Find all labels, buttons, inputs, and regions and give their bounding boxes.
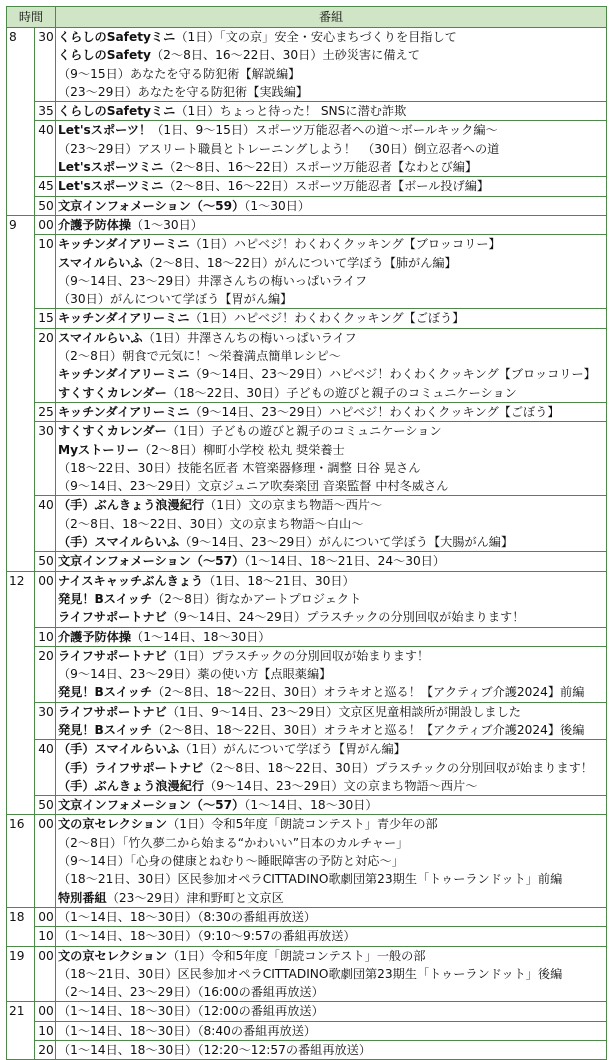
- program-title: 文京インフォメーション（～57）: [58, 798, 245, 813]
- program-title: ライフサポートナビ: [58, 704, 167, 719]
- program-detail: （9～14日、23～29日）ハピベジ！わくわくクッキング【ブロッコリー】: [189, 367, 596, 382]
- program-title: キッチンダイアリーミニ: [58, 237, 190, 252]
- program-detail: （1～14日、18～30日）: [244, 798, 378, 813]
- program-detail: （1日）文の京まち物語～西片～: [204, 498, 383, 513]
- program-line: [58, 140, 606, 158]
- program-cell: [56, 121, 607, 177]
- program-line: [58, 216, 606, 234]
- program-detail: （1日）「文の京」安全・安心まちづくりを目指して: [175, 30, 457, 44]
- schedule-row: [7, 796, 607, 815]
- program-line: [58, 815, 606, 833]
- program-line: [58, 683, 606, 701]
- program-detail: （1日）プラスチックの分別回収が始まります！: [166, 648, 430, 663]
- program-line: [58, 254, 606, 272]
- program-title: （手）スマイルらいふ: [58, 535, 180, 550]
- minute-cell: 30: [35, 702, 56, 740]
- program-detail: （2～8日、16～22日、30日）土砂災害に備えて: [150, 48, 420, 63]
- minute-cell: 50: [35, 196, 56, 215]
- program-detail: （18～21日、30日）区民参加オペラCITTADINO歌劇団第23期生「トゥーランドット」後編: [58, 966, 563, 981]
- minute-cell: 40: [35, 740, 56, 796]
- program-title: 発見！Bスイッチ: [58, 591, 152, 606]
- program-line: [58, 552, 606, 570]
- program-line: [58, 46, 606, 64]
- program-cell: [56, 702, 607, 740]
- program-line: [58, 309, 606, 327]
- program-detail: （1日）子どもの遊びと親子のコミュニケーション: [166, 424, 442, 439]
- minute-cell: 00: [35, 1002, 56, 1021]
- program-line: [58, 329, 606, 347]
- program-detail: （2～8日）「竹久夢二から始まる“かわいい”日本のカルチャー」: [58, 835, 409, 850]
- program-cell: [56, 496, 607, 552]
- program-title: Myストーリー: [58, 442, 139, 457]
- program-detail: （2～8日）街なかアートプロジェクト: [152, 591, 362, 606]
- program-line: [58, 1022, 606, 1040]
- program-cell: [56, 646, 607, 702]
- program-cell: [56, 215, 607, 234]
- schedule-row: [7, 215, 607, 234]
- minute-cell: 10: [35, 627, 56, 646]
- program-detail: （2～8日、18～22日、30日）オラキオと巡る！【アクティブ介護2024】後編: [152, 722, 585, 737]
- program-detail: （1～30日）: [131, 217, 203, 232]
- program-line: [58, 477, 606, 495]
- program-line: [58, 235, 606, 253]
- program-title: 特別番組: [58, 890, 107, 905]
- program-line: [58, 272, 606, 290]
- schedule-row: [7, 946, 607, 1002]
- program-line: [58, 796, 606, 814]
- program-cell: [56, 28, 607, 102]
- program-detail: （1～14日、18～30日）（8:30の番組再放送）: [58, 909, 317, 924]
- program-line: [58, 777, 606, 795]
- program-line: [58, 158, 606, 176]
- program-detail: （1日、18～21日、30日）: [203, 573, 355, 588]
- program-detail: （1日）井澤さんちの梅いっぱいライフ: [142, 330, 357, 345]
- program-line: [58, 102, 606, 120]
- program-detail: （1～14日、18～21日、24～30日）: [244, 554, 446, 569]
- program-line: [58, 290, 606, 308]
- program-line: [58, 983, 606, 1001]
- minute-cell: 00: [35, 571, 56, 627]
- schedule-row: [7, 402, 607, 421]
- program-detail: （9～14日、23～29日）がんについて学ぼう【大腸がん編】: [179, 535, 514, 550]
- minute-cell: 40: [35, 496, 56, 552]
- program-detail: （1～14日、18～30日）（8:40の番組再放送）: [58, 1023, 317, 1038]
- program-line: [58, 65, 606, 83]
- program-cell: [56, 196, 607, 215]
- program-detail: （9～14日、24～29日）プラスチックの分別回収が始まります！: [166, 610, 525, 625]
- schedule-row: [7, 907, 607, 926]
- schedule-body: [7, 28, 607, 1060]
- schedule-row: [7, 496, 607, 552]
- minute-cell: 00: [35, 946, 56, 1002]
- program-detail: （2～8日、18～22日、30日）文の京まち物語～白山～: [58, 516, 364, 531]
- minute-cell: 50: [35, 796, 56, 815]
- minute-cell: 30: [35, 422, 56, 496]
- program-cell: [56, 235, 607, 309]
- program-detail: （2～8日、18～22日、30日）オラキオと巡る！【アクティブ介護2024】前編: [152, 685, 585, 700]
- program-cell: [56, 328, 607, 402]
- minute-cell: 20: [35, 328, 56, 402]
- hour-cell: 18: [7, 907, 35, 946]
- program-detail: （9～15日）あなたを守る防犯術【解説編】: [58, 66, 301, 81]
- program-detail: （1日）令和5年度「朗読コンテスト」青少年の部: [167, 817, 438, 832]
- program-detail: （1日）ハピベジ！わくわくクッキング【ごぼう】: [189, 311, 465, 326]
- program-line: [58, 83, 606, 101]
- program-line: [58, 533, 606, 551]
- schedule-row: [7, 102, 607, 121]
- minute-cell: 20: [35, 1041, 56, 1060]
- schedule-row: [7, 627, 607, 646]
- schedule-row: [7, 328, 607, 402]
- program-line: [58, 28, 606, 46]
- program-detail: （2～8日、18～22日）がんについて学ぼう【肺がん編】: [142, 255, 457, 270]
- program-line: [58, 889, 606, 907]
- schedule-table: [6, 6, 607, 1060]
- schedule-row: [7, 571, 607, 627]
- program-cell: [56, 571, 607, 627]
- hour-cell: 9: [7, 215, 35, 571]
- schedule-row: [7, 121, 607, 177]
- schedule-row: [7, 196, 607, 215]
- hour-cell: 16: [7, 815, 35, 907]
- minute-cell: 00: [35, 215, 56, 234]
- program-cell: [56, 102, 607, 121]
- schedule-row: [7, 1021, 607, 1040]
- hour-cell: 21: [7, 1002, 35, 1060]
- program-title: 文の京セレクション: [58, 948, 168, 963]
- minute-cell: 25: [35, 402, 56, 421]
- program-cell: [56, 1002, 607, 1021]
- schedule-row: [7, 28, 607, 102]
- program-cell: [56, 815, 607, 907]
- minute-cell: 50: [35, 552, 56, 571]
- program-title: ナイスキャッチぶんきょう: [58, 573, 204, 588]
- program-detail: （2～8日）朝食で元気に！～栄養満点簡単レシピ～: [58, 349, 341, 364]
- program-detail: （18～22日、30日）子どもの遊びと親子のコミュニケーション: [166, 385, 517, 400]
- program-detail: （18～22日、30日）技能名匠者 木管楽器修理・調整 日谷 晃さん: [58, 460, 421, 475]
- program-title: スマイルらいふ: [58, 330, 143, 345]
- program-cell: [56, 927, 607, 946]
- program-cell: [56, 627, 607, 646]
- program-line: [58, 384, 606, 402]
- schedule-row: [7, 1002, 607, 1021]
- program-title: くらしのSafetyミニ: [58, 30, 176, 44]
- program-line: [58, 515, 606, 533]
- minute-cell: 10: [35, 1021, 56, 1040]
- schedule-row: [7, 927, 607, 946]
- schedule-header: [7, 7, 607, 28]
- program-line: [58, 927, 606, 945]
- program-title: すくすくカレンダー: [58, 424, 167, 439]
- minute-cell: 15: [35, 309, 56, 328]
- program-line: [58, 177, 606, 195]
- program-title: キッチンダイアリーミニ: [58, 311, 190, 326]
- program-line: [58, 608, 606, 626]
- program-detail: （18～21日、30日）区民参加オペラCITTADINO歌劇団第23期生「トゥーランドット」前編: [58, 872, 563, 887]
- time-header: 時間: [7, 7, 56, 28]
- program-line: [58, 721, 606, 739]
- program-cell: [56, 796, 607, 815]
- program-line: [58, 1041, 606, 1059]
- program-line: [58, 703, 606, 721]
- program-detail: （1～14日、18～30日）: [131, 629, 271, 644]
- program-detail: （1日、9～14日、23～29日）文京区児童相談所が開設しました: [166, 704, 521, 719]
- program-line: [58, 965, 606, 983]
- program-line: [58, 347, 606, 365]
- program-detail: （1～30日）: [244, 198, 311, 213]
- program-detail: （1～14日、18～30日）（9:10～9:57の番組再放送）: [58, 929, 356, 944]
- program-cell: [56, 422, 607, 496]
- program-detail: （1日）ちょっと待った！ SNSに潜む詐欺: [175, 104, 407, 119]
- program-detail: （1～14日、18～30日）（12:20～12:57の番組再放送）: [58, 1043, 372, 1058]
- program-detail: （1日）令和5年度「朗読コンテスト」一般の部: [167, 948, 426, 963]
- program-line: [58, 834, 606, 852]
- minute-cell: 40: [35, 121, 56, 177]
- program-title: Let'sスポーツミニ: [58, 160, 164, 175]
- schedule-row: [7, 309, 607, 328]
- minute-cell: 10: [35, 927, 56, 946]
- program-line: [58, 197, 606, 215]
- program-cell: [56, 1041, 607, 1060]
- minute-cell: 10: [35, 235, 56, 309]
- program-line: [58, 852, 606, 870]
- program-title: 文京インフォメーション（～59）: [58, 198, 245, 213]
- minute-cell: 00: [35, 907, 56, 926]
- program-line: [58, 441, 606, 459]
- program-detail: （23～29日）アスリート職員とトレーニングしよう！ （30日）倒立忍者への道: [58, 141, 500, 156]
- program-title: ライフサポートナビ: [58, 610, 167, 625]
- program-header: 番組: [56, 7, 607, 28]
- program-line: [58, 1002, 606, 1020]
- program-title: （手）スマイルらいふ: [58, 742, 180, 757]
- program-title: 発見！Bスイッチ: [58, 685, 152, 700]
- minute-cell: 20: [35, 646, 56, 702]
- program-detail: （2～14日、23～29日）（16:00の番組再放送）: [58, 985, 324, 1000]
- program-detail: （1～14日、18～30日）（12:00の番組再放送）: [58, 1004, 324, 1019]
- program-line: [58, 422, 606, 440]
- schedule-row: [7, 740, 607, 796]
- program-title: 介護予防体操: [58, 217, 132, 232]
- program-line: [58, 870, 606, 888]
- schedule-row: [7, 552, 607, 571]
- program-line: [58, 740, 606, 758]
- hour-cell: 19: [7, 946, 35, 1002]
- program-title: 発見！Bスイッチ: [58, 722, 152, 737]
- program-line: [58, 403, 606, 421]
- program-detail: （9～14日、23～29日）ハピベジ！わくわくクッキング【ごぼう】: [189, 404, 560, 419]
- program-title: （手）ぶんきょう浪漫紀行: [58, 498, 205, 513]
- minute-cell: 00: [35, 815, 56, 907]
- program-line: [58, 459, 606, 477]
- schedule-row: [7, 422, 607, 496]
- program-line: [58, 496, 606, 514]
- program-detail: （30日）がんについて学ぼう【胃がん編】: [58, 292, 293, 307]
- program-detail: （2～8日）柳町小学校 松丸 奨栄養士: [138, 442, 345, 457]
- program-detail: （2～8日、18～22日、30日）プラスチックの分別回収が始まります！: [203, 760, 593, 775]
- program-detail: （9～14日、23～29日）文京ジュニア吹奏楽団 音楽監督 中村冬威さん: [58, 479, 449, 494]
- program-detail: （9～14日、23～29日）井澤さんちの梅いっぱいライフ: [58, 273, 368, 288]
- schedule-row: [7, 1041, 607, 1060]
- minute-cell: 35: [35, 102, 56, 121]
- hour-cell: 8: [7, 28, 35, 216]
- program-title: くらしのSafetyミニ: [58, 104, 176, 119]
- program-line: [58, 665, 606, 683]
- program-cell: [56, 177, 607, 196]
- program-line: [58, 647, 606, 665]
- program-detail: （2～8日、16～22日）スポーツ万能忍者【ボール投げ編】: [163, 179, 490, 194]
- program-cell: [56, 1021, 607, 1040]
- program-title: ライフサポートナビ: [58, 648, 167, 663]
- program-line: [58, 572, 606, 590]
- schedule-row: [7, 702, 607, 740]
- program-cell: [56, 552, 607, 571]
- schedule-row: [7, 815, 607, 907]
- program-title: すくすくカレンダー: [58, 385, 167, 400]
- program-line: [58, 628, 606, 646]
- program-line: [58, 365, 606, 383]
- schedule-row: [7, 235, 607, 309]
- program-title: （手）ぶんきょう浪漫紀行: [58, 778, 205, 793]
- program-detail: （23～29日）津和野町と文京区: [106, 890, 284, 905]
- minute-cell: 45: [35, 177, 56, 196]
- schedule-row: [7, 177, 607, 196]
- program-detail: （23～29日）あなたを守る防犯術【実践編】: [58, 84, 309, 99]
- program-line: [58, 908, 606, 926]
- program-cell: [56, 907, 607, 926]
- program-detail: （1日、9～15日）スポーツ万能忍者への道～ボールキック編～: [151, 123, 498, 138]
- program-detail: （9～14日、23～29日）薬の使い方【点眼薬編】: [58, 667, 332, 682]
- program-title: スマイルらいふ: [58, 255, 143, 270]
- program-detail: （1日）がんについて学ぼう【胃がん編】: [179, 742, 406, 757]
- program-title: 文京インフォメーション（～57）: [58, 554, 245, 569]
- program-title: くらしのSafety: [58, 48, 151, 63]
- schedule-row: [7, 646, 607, 702]
- program-line: [58, 947, 606, 965]
- program-cell: [56, 309, 607, 328]
- program-line: [58, 759, 606, 777]
- program-title: （手）ライフサポートナビ: [58, 760, 204, 775]
- program-title: キッチンダイアリーミニ: [58, 404, 190, 419]
- program-detail: （1日）ハピベジ！わくわくクッキング【ブロッコリー】: [189, 237, 501, 252]
- program-detail: （9～14日）「心身の健康とねむり～睡眠障害の予防と対応～」: [58, 854, 404, 869]
- program-cell: [56, 402, 607, 421]
- program-title: 文の京セレクション: [58, 817, 168, 832]
- program-line: [58, 590, 606, 608]
- program-title: 介護予防体操: [58, 629, 132, 644]
- program-cell: [56, 946, 607, 1002]
- program-detail: （9～14日、23～29日）文の京まち物語～西片～: [204, 778, 478, 793]
- program-detail: （2～8日、16～22日）スポーツ万能忍者【なわとび編】: [163, 160, 478, 175]
- program-title: Let'sスポーツ！: [58, 123, 152, 138]
- program-title: Let'sスポーツミニ: [58, 179, 164, 194]
- program-title: キッチンダイアリーミニ: [58, 367, 190, 382]
- program-line: [58, 121, 606, 139]
- program-cell: [56, 740, 607, 796]
- hour-cell: 12: [7, 571, 35, 815]
- minute-cell: 30: [35, 28, 56, 102]
